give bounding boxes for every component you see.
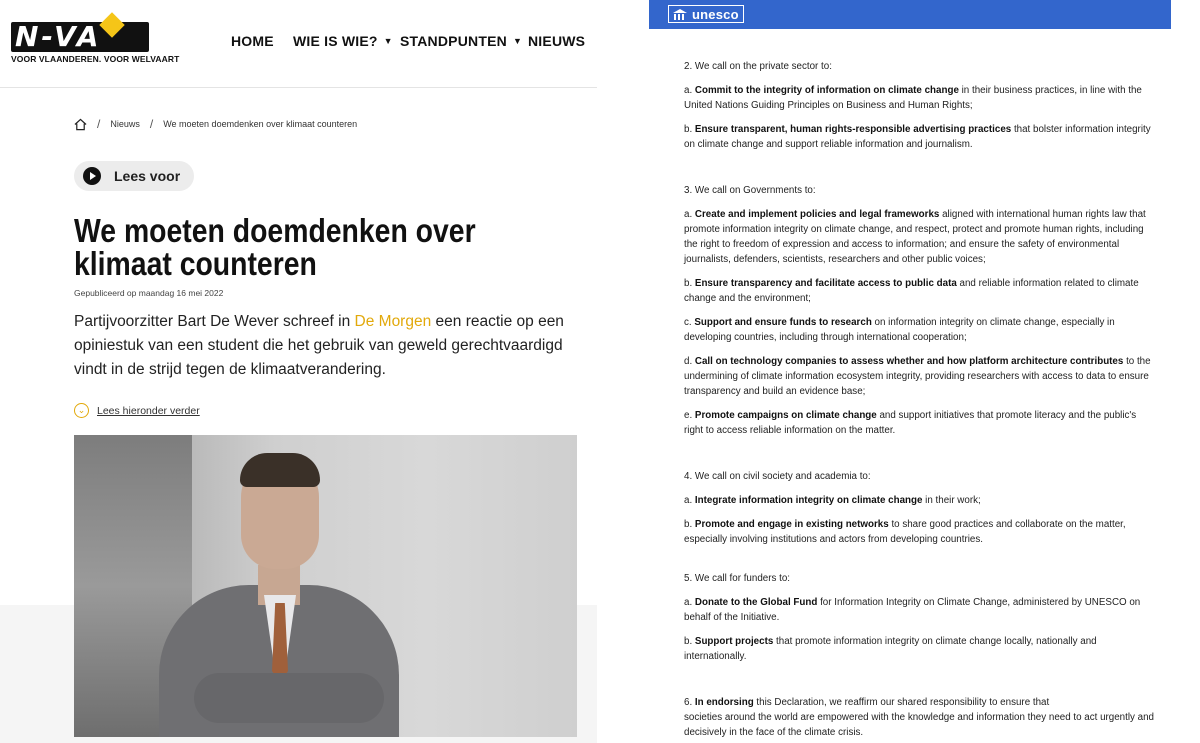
breadcrumb <box>74 117 357 131</box>
item-prefix: b. <box>684 519 695 530</box>
nva-logo[interactable] <box>11 20 180 66</box>
item-text: to the undermining of climate information ecosystem integrity, providing researchers with access to data to ensure transparency and build an evidence base; <box>684 356 1151 397</box>
chevron-down-icon: ▼ <box>383 36 393 46</box>
item-text: this Declaration, we reaffirm our shared responsibility to ensure that <box>753 697 1050 708</box>
section-heading: 2. We call on the private sector to: <box>684 61 832 72</box>
item-emphasis: Support projects <box>694 636 774 647</box>
item-emphasis: Promote campaigns on climate change <box>694 410 877 421</box>
nav-standpunten[interactable] <box>400 33 522 49</box>
declaration-item <box>684 595 1154 625</box>
item-emphasis: Promote and engage in existing networks <box>694 519 889 530</box>
item-emphasis: In endorsing <box>694 697 754 708</box>
breadcrumb-separator: / <box>149 117 154 131</box>
item-emphasis: Donate to the Global Fund <box>694 597 818 608</box>
nav-wie-is-wie[interactable] <box>293 33 393 49</box>
item-emphasis: Integrate information integrity on climate change <box>694 495 923 506</box>
unesco-declaration-pane <box>649 0 1200 743</box>
lead-text-start: Partijvoorzitter Bart De Wever schreef in <box>74 313 355 330</box>
read-aloud-button[interactable] <box>74 161 194 191</box>
article-title: We moeten doemdenken over klimaat counteren <box>74 212 476 282</box>
chevron-down-icon: ▼ <box>512 36 523 46</box>
item-prefix: a. <box>684 495 695 506</box>
item-emphasis: Call on technology companies to assess whether and how platform architecture contributes <box>694 356 1124 367</box>
item-text: to share good practices and collaborate on the matter, especially involving institutions and actors from developing countries. <box>684 519 1126 545</box>
item-text: and reliable information related to climate change and the environment; <box>684 278 1139 304</box>
item-text: in their business practices, in line with the United Nations Guiding Principles on Business and Human Rights; <box>684 85 1142 111</box>
declaration-item <box>684 83 1154 113</box>
section-heading: 4. We call on civil society and academia to: <box>684 471 871 482</box>
item-prefix: d. <box>684 356 695 367</box>
declaration-item <box>684 634 1154 664</box>
read-aloud-label: Lees voor <box>114 168 181 184</box>
photo-arms <box>194 673 384 723</box>
publish-date: Gepubliceerd op maandag 16 mei 2022 <box>74 288 224 298</box>
item-prefix: a. <box>684 209 695 220</box>
read-more-label: Lees hieronder verder <box>97 404 200 417</box>
nav-nieuws-label: NIEUWS <box>528 33 586 49</box>
item-text: in their work; <box>922 495 981 506</box>
item-prefix: c. <box>684 317 695 328</box>
declaration-item <box>684 276 1154 306</box>
article-lead <box>74 310 574 382</box>
item-text: that promote information integrity on climate change locally, nationally and internationally. <box>684 636 1097 662</box>
lead-text-end: een reactie op een opiniestuk van een student die het gebruik van geweld gerechtvaardigd vindt in de strijd tegen de klimaatverandering. <box>74 313 564 378</box>
item-prefix: b. <box>684 124 695 135</box>
declaration-closing <box>684 695 1154 740</box>
nav-standpunten-label: STANDPUNTEN <box>400 33 507 49</box>
unesco-header-bar <box>649 0 1171 29</box>
item-text: for Information Integrity on Climate Change, administered by UNESCO on behalf of the Initiative. <box>684 597 1141 623</box>
nav-home-label: HOME <box>231 33 274 49</box>
unesco-logo[interactable] <box>668 5 744 23</box>
section-heading: 5. We call for funders to: <box>684 573 791 584</box>
item-text: and support initiatives that promote literacy and the public's right to access reliable information on the matter. <box>684 410 1137 436</box>
breadcrumb-separator: / <box>97 117 101 131</box>
article-photo <box>74 435 577 737</box>
declaration-item <box>684 354 1154 399</box>
item-text: aligned with international human rights law that promote information integrity on climate change, and respect, protect and promote human rights, including the right to freedom of expression and access to information; and ensure the safety of environmental journalists, defenders, scientists, researchers and other public voices; <box>684 209 1146 265</box>
nav-home[interactable] <box>231 33 274 49</box>
item-prefix: a. <box>684 85 695 96</box>
temple-icon <box>673 9 687 20</box>
site-header <box>0 0 597 88</box>
unesco-wordmark: unesco <box>692 6 739 22</box>
declaration-item <box>684 517 1154 547</box>
logo-wordmark: N-VA <box>15 20 102 53</box>
section-heading: 3. We call on Governments to: <box>684 185 816 196</box>
declaration-text <box>684 59 1154 740</box>
item-prefix: b. <box>684 278 695 289</box>
breadcrumb-current: We moeten doemdenken over klimaat counteren <box>163 119 358 129</box>
home-icon[interactable] <box>74 118 87 131</box>
logo-tagline: VOOR VLAANDEREN. VOOR WELVAART <box>11 54 180 64</box>
nav-wie-is-wie-label: WIE IS WIE? <box>293 33 378 49</box>
read-more-link[interactable] <box>74 403 200 418</box>
declaration-item <box>684 315 1154 345</box>
play-icon <box>83 167 101 185</box>
item-emphasis: Ensure transparency and facilitate access to public data <box>694 278 957 289</box>
item-prefix: b. <box>684 636 695 647</box>
declaration-item <box>684 493 1154 508</box>
item-emphasis: Commit to the integrity of information on climate change <box>694 85 959 96</box>
item-prefix: 6. <box>684 697 695 708</box>
declaration-item <box>684 408 1154 438</box>
item-emphasis: Ensure transparent, human rights-responsible advertising practices <box>694 124 1012 135</box>
item-prefix: a. <box>684 597 695 608</box>
declaration-item <box>684 122 1154 152</box>
item-prefix: e. <box>684 410 695 421</box>
photo-hair <box>240 453 320 487</box>
de-morgen-link[interactable]: De Morgen <box>354 313 432 330</box>
item-emphasis: Support and ensure funds to research <box>694 317 872 328</box>
chevron-down-icon: ⌄ <box>74 403 89 418</box>
item-text: that bolster information integrity on climate change and support reliable information and journalism. <box>684 124 1151 150</box>
item-text: on information integrity on climate change, especially in developing countries, including through international cooperation; <box>684 317 1115 343</box>
item-emphasis: Create and implement policies and legal frameworks <box>694 209 940 220</box>
nva-article-pane <box>0 0 597 743</box>
breadcrumb-nieuws[interactable]: Nieuws <box>110 119 140 129</box>
declaration-item <box>684 207 1154 267</box>
item-text: societies around the world are empowered with the knowledge and information they need to act urgently and decisively in the face of the climate crisis. <box>684 712 1154 738</box>
nav-nieuws[interactable] <box>528 33 585 49</box>
